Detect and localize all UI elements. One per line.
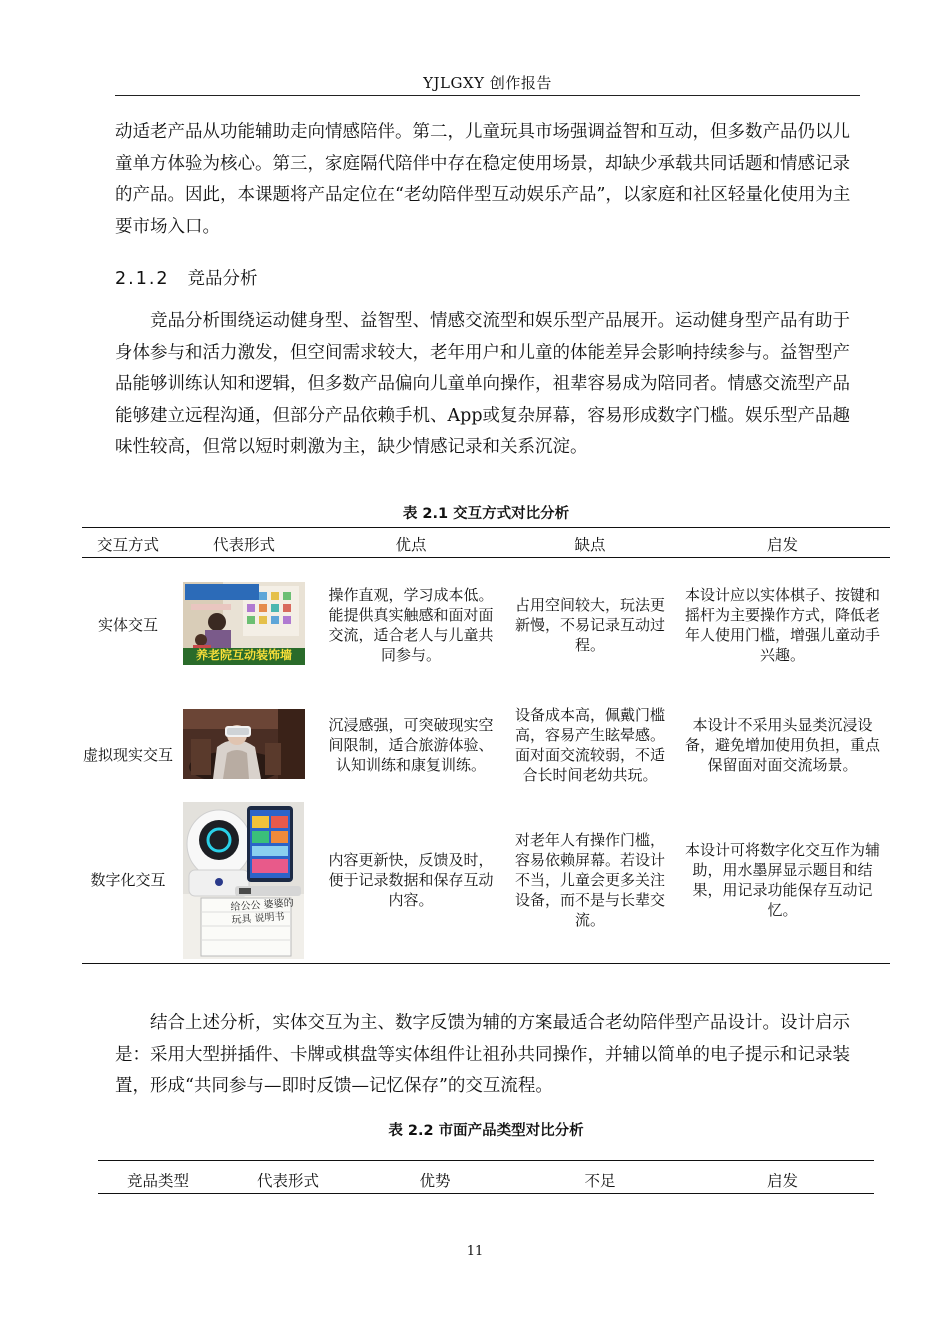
table1-row3-insight: 本设计可将数字化交互作为辅助，用水墨屏显示题目和结果，用记录功能保存互动记忆。: [684, 841, 880, 919]
table2-header-weaknesses: 不足: [584, 1172, 616, 1190]
section-number: 2.1.2: [115, 269, 170, 289]
table1-row1-cons: 占用空间较大，玩法更新慢，不易记录互动过程。: [514, 596, 665, 654]
table1-row1-type: 实体交互: [97, 616, 158, 634]
wall-image-caption: 养老院互动装饰墙: [195, 648, 292, 662]
section-title: 竞品分析: [187, 269, 258, 289]
table1-header-insight: 启发: [766, 536, 798, 554]
table1-bottom-rule: [82, 963, 890, 964]
header-rule: [115, 95, 860, 96]
page-header: YJLGXY 创作报告: [423, 74, 552, 92]
table2-header-insight: 启发: [766, 1172, 798, 1190]
table2-header-form: 代表形式: [256, 1172, 319, 1190]
table1-caption: 表 2.1 交互方式对比分析: [402, 506, 570, 522]
analysis-paragraph: [115, 306, 860, 464]
table1-row2-pros: 沉浸感强，可突破现实空间限制，适合旅游体验、认知训练和康复训练。: [328, 716, 494, 774]
page-number: 11: [466, 1244, 484, 1259]
table1-header-rule: [82, 557, 890, 558]
table1-header-cons: 缺点: [574, 536, 606, 554]
table1-row2-insight: 本设计不采用头显类沉浸设备，避免增加使用负担，重点保留面对面交流场景。: [684, 716, 880, 774]
table2-top-rule: [98, 1160, 874, 1161]
table1-header-type: 交互方式: [96, 536, 159, 554]
table2-caption: 表 2.2 市面产品类型对比分析: [388, 1123, 584, 1139]
table1-top-rule: [82, 527, 890, 528]
digital-robot-image: [183, 802, 304, 959]
conclusion-paragraph: [115, 1008, 860, 1103]
table2-header-strengths: 优势: [419, 1172, 451, 1190]
intro-paragraph: 动适老产品从功能辅助走向情感陪伴。第二，儿童玩具市场强调益智和互动，但多数产品仍以儿童单方体验为核心。第三，家庭隔代陪伴中存在稳定使用场景，却缺少承载共同话题和情感记录的产品。因此，本课题将产品定位在“老幼陪伴型互动娱乐产品”，以家庭和社区轻量化使用为主要市场入口。: [115, 122, 851, 237]
analysis-text: 竞品分析围绕运动健身型、益智型、情感交流型和娱乐型产品展开。运动健身型产品有助于身体参与和活力激发，但空间需求较大，老年用户和儿童的体能差异会影响持续参与。益智型产品能够训练认知和逻辑，但多数产品偏向儿童单向操作，祖辈容易成为陪同者。情感交流型产品能够建立远程沟通，但部分产品依赖手机、App或复杂屏幕，容易形成数字门槛。娱乐型产品趣味性较高，但常以短时刺激为主，缺少情感记录和关系沉淀。: [115, 311, 851, 457]
table1-row3-type: 数字化交互: [90, 871, 166, 889]
table1-row1-pros: 操作直观，学习成本低。能提供真实触感和面对面交流，适合老人与儿童共同参与。: [328, 586, 494, 664]
physical-interaction-wall-image: [183, 582, 305, 665]
table1-header-form: 代表形式: [212, 536, 275, 554]
table1-header-pros: 优点: [395, 536, 427, 554]
conclusion-text: 结合上述分析，实体交互为主、数字反馈为辅的方案最适合老幼陪伴型产品设计。设计启示是：采用大型拼插件、卡牌或棋盘等实体组件让祖孙共同操作，并辅以简单的电子提示和记录装置，形成“共同参与—即时反馈—记忆保存”的交互流程。: [115, 1013, 850, 1096]
table1-row3-pros: 内容更新快，反馈及时，便于记录数据和保存互动内容。: [328, 851, 494, 909]
table1-row2-type: 虚拟现实交互: [82, 746, 173, 764]
table2-header-rule: [98, 1193, 874, 1194]
table1-row1-insight: 本设计应以实体棋子、按键和摇杆为主要操作方式，降低老年人使用门槛，增强儿童动手兴趣。: [684, 586, 880, 664]
table2-header-type: 竞品类型: [126, 1172, 189, 1190]
table1-row2-cons: 设备成本高，佩戴门槛高，容易产生眩晕感。面对面交流较弱，不适合长时间老幼共玩。: [514, 706, 665, 784]
section-heading: [115, 265, 258, 290]
table1-row3-cons: 对老年人有操作门槛，容易依赖屏幕。若设计不当，儿童会更多关注设备，而不是与长辈交流。: [514, 831, 665, 929]
notebook-handwriting: 给公公 婆婆的 玩具 说明书: [230, 897, 295, 927]
vr-headset-image: [183, 709, 305, 779]
